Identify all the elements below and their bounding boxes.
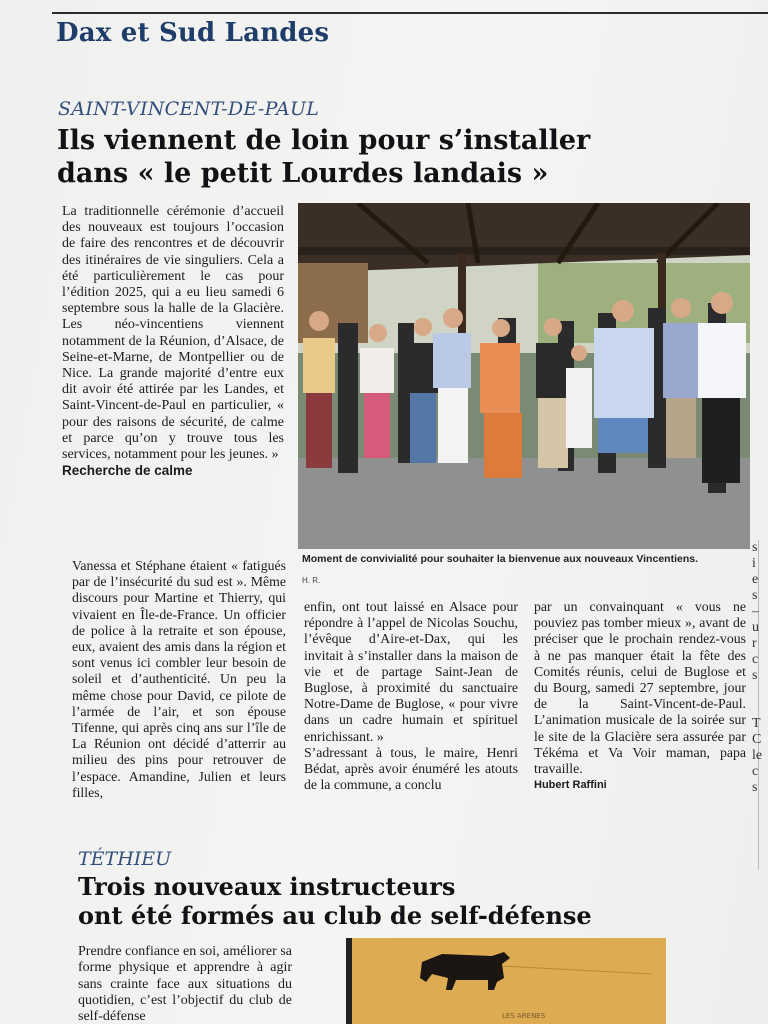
headline-line-1: Ils viennent de loin pour s’installer — [57, 125, 591, 156]
section-title: Dax et Sud Landes — [56, 18, 330, 48]
edge-fragment: u — [752, 620, 759, 635]
photo-credit: H. R. — [302, 576, 321, 585]
edge-fragment: c — [752, 764, 759, 779]
edge-fragment — [752, 700, 768, 716]
article-subhead: Recherche de calme — [62, 463, 193, 479]
edge-fragment: s — [752, 588, 758, 603]
article-column-2 — [304, 599, 518, 793]
article-2-headline — [78, 872, 698, 930]
right-edge-fragments — [752, 540, 768, 860]
article-headline — [57, 124, 617, 190]
article-2-photo — [346, 938, 666, 1024]
edge-fragment: s — [752, 668, 758, 683]
column-3-body: par un convainquant « vous ne pouviez pas tomber mieux », avant de préciser que le prochain rendez-vous à ne pas manquer était la fête des Comités réunis, celui de Buglose et du Bourg, samedi 27 septembre, jour de la Saint-Vincent-de-Paul. L’animation musicale de la soirée sur le site de la Glacière sera assurée par Tékéma et Va Voir maman, papa travaille. — [534, 599, 746, 777]
edge-fragment: r — [752, 636, 757, 651]
photo-caption: Moment de convivialité pour souhaiter la bienvenue aux nouveaux Vincentiens. — [302, 553, 698, 565]
column-2-body-a: enfin, ont tout laissé en Alsace pour répondre à l’appel de Nicolas Souchu, l’évêque d’Aire-et-Dax, qui les invitait à s’installer dans la maison de vie et de partage Saint-Jean de Buglose, à proximité du sanctuaire Notre-Dame de Buglose, « pour vivre dans un cadre humain et spirituel enrichissant. » — [304, 599, 518, 744]
article-author: Hubert Raffini — [534, 779, 607, 792]
article-column-3 — [534, 599, 746, 793]
edge-fragment: s — [752, 540, 758, 555]
article-kicker: SAINT-VINCENT-DE-PAUL — [58, 98, 320, 120]
edge-fragment: e — [752, 572, 759, 587]
edge-fragment: le — [752, 748, 763, 763]
group-photo-illustration — [298, 203, 750, 549]
banner-text: LES ARENES — [502, 1012, 546, 1020]
edge-fragment: i — [752, 556, 756, 571]
edge-fragment: c — [752, 652, 759, 667]
edge-fragment — [752, 684, 768, 700]
group-photo — [298, 203, 750, 549]
article-2-kicker: TÉTHIEU — [78, 848, 172, 870]
bull-silhouette-icon — [352, 938, 666, 1024]
headline-line-2: dans « le petit Lourdes landais » — [57, 158, 549, 189]
article-intro: La traditionnelle cérémonie d’accueil des nouveaux est toujours l’occasion de faire des rencontres et de découvrir des itinéraires de vie singuliers. Cela a été particulièrement le cas pour l’édition 2025, qui a eu lieu samedi 6 septembre sous la halle de la Glacière. Les néo-vincentiens viennent notamment de la Réunion, d’Alsace, de Seine-et-Marne, de Montpellier ou de Nice. La grande majorité d’entre eux dit avoir été attirée par les Landes, et Saint-Vincent-de-Paul en particulier, « pour des raisons de sécurité, de calme et parce qu’on y trouve tous les services, notamment pour les jeunes. » — [62, 204, 284, 463]
top-rule — [52, 12, 768, 14]
column-1-body: Vanessa et Stéphane étaient « fatigués par de l’insécurité du sud est ». Même discours pour Martine et Thierry, qui vivaient en Île-de-France. Un officier de police à la retraite et son épouse, eux, avaient des amis dans la région et sont venus ici combler leur besoin de soleil et d’authenticité. Un peu la même chose pour David, ce pilote de l’armée de l’air, et son épouse Tifenne, qui après cinq ans sur l’île de La Réunion ont décidé d’atterrir au milieu des pins pour retrouver de l’espace. Amandine, Julien et leurs filles, — [72, 558, 286, 800]
article-2-body: Prendre confiance en soi, améliorer sa forme physique et apprendre à agir sans crainte face aux situations du quotidien, c’est l’objectif du club de self-défense — [78, 944, 292, 1024]
article-2-headline-line-2: ont été formés au club de self-défense — [78, 901, 592, 930]
edge-fragment: T — [752, 716, 761, 731]
article-2-headline-line-1: Trois nouveaux instructeurs — [78, 872, 456, 901]
edge-fragment: – — [752, 604, 759, 619]
article-column-1 — [62, 204, 284, 479]
edge-fragment: C — [752, 732, 762, 747]
article-column-1-body — [72, 558, 286, 801]
edge-fragment: s — [752, 780, 758, 795]
column-2-body-b: S’adressant à tous, le maire, Henri Bédat, après avoir énuméré les atouts de la commune, a conclu — [304, 744, 518, 793]
